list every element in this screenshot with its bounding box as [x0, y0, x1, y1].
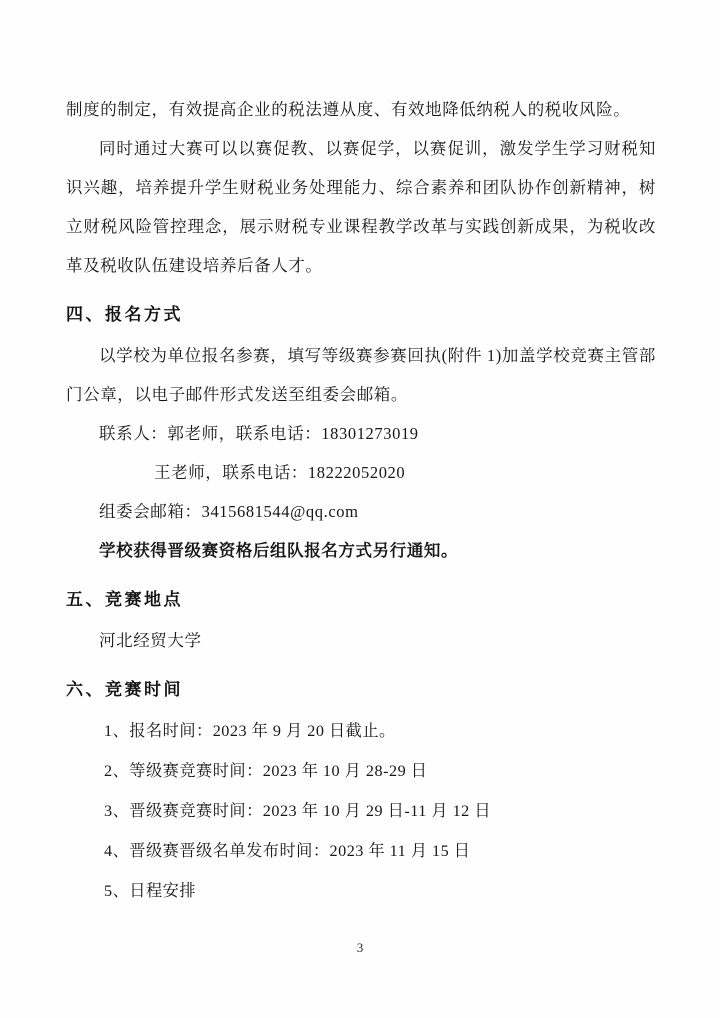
- contact-line-1: 联系人：郭老师，联系电话：18301273019: [99, 424, 419, 443]
- paragraph-purpose: 同时通过大赛可以以赛促教、以赛促学，以赛促训，激发学生学习财税知识兴趣，培养提升学生财税业务处理能力、综合素养和团队协作创新精神，树立财税风险管控理念，展示财税专业课程教学改革与实践创新成果，为税收改革及税收队伍建设培养后备人才。: [66, 139, 656, 275]
- list-item: 4、晋级赛晋级名单发布时间：2023 年 11 月 15 日: [104, 842, 471, 860]
- section-heading-registration: 四、报名方式: [66, 305, 183, 324]
- list-item: 2、等级赛竞赛时间：2023 年 10 月 28-29 日: [104, 762, 428, 780]
- document-body: [66, 90, 656, 911]
- section-body-registration: 以学校为单位报名参赛，填写等级赛参赛回执(附件 1)加盖学校竞赛主管部门公章，以电子邮件形式发送至组委会邮箱。: [66, 346, 656, 404]
- contact-line-2: 王老师，联系电话：18222052020: [154, 463, 406, 482]
- list-item: 5、日程安排: [104, 882, 197, 900]
- committee-email-line: 组委会邮箱：3415681544@qq.com: [99, 502, 359, 521]
- page-number: 3: [356, 940, 364, 955]
- section-body-location: 河北经贸大学: [99, 631, 202, 650]
- section-heading-location: 五、竞赛地点: [66, 590, 183, 609]
- section-heading-schedule: 六、竞赛时间: [66, 680, 183, 699]
- registration-notice: 学校获得晋级赛资格后组队报名方式另行通知。: [99, 541, 459, 560]
- list-item: 3、晋级赛竞赛时间：2023 年 10 月 29 日-11 月 12 日: [104, 802, 492, 820]
- list-item: 1、报名时间：2023 年 9 月 20 日截止。: [104, 722, 396, 740]
- paragraph-continuation: 制度的制定，有效提高企业的税法遵从度、有效地降低纳税人的税收风险。: [66, 100, 631, 119]
